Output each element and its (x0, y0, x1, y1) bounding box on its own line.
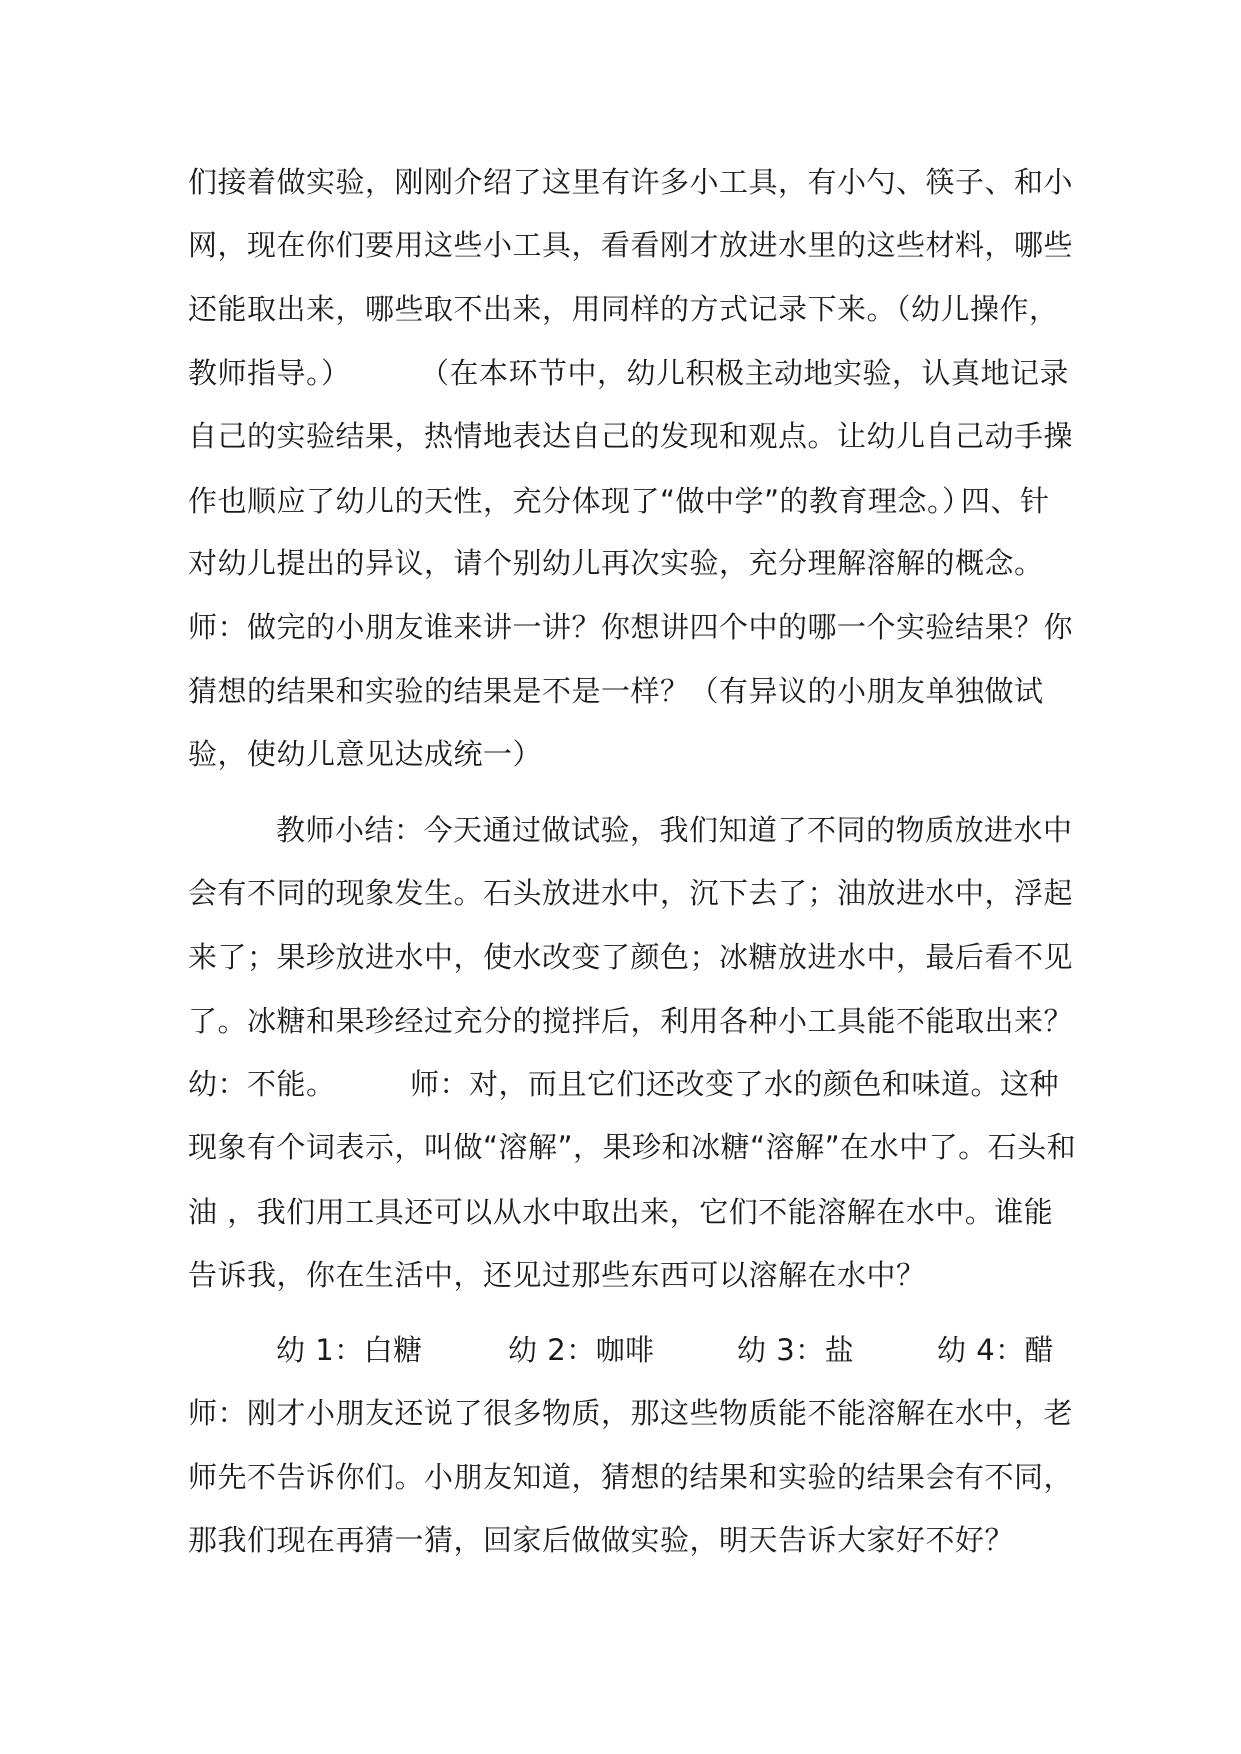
document-page: 们接着做实验，刚刚介绍了这里有许多小工具，有小勺、筷子、和小 网，现在你们要用这些小工具，看看刚才放进水里的这些材料，哪些 还能取出来，哪些取不出来，用同样的方式记录下来。（幼儿操作， 教师指导。） （在本环节中，幼儿积极主动地实验，认真地记录 自己的实验结果，热情地表达自己的发现和观点。让幼儿自己动手操 作也顺应了幼儿的天性，充分体现了“做中学”的教育理念。） 四、针 对幼儿提出的异议，请个别幼儿再次实验，充分理解溶解的概念。 师：做完的小朋友谁来讲一讲？你想讲四个中的哪一个实验结果？你 猜想的结果和实验的结果是不是一样？（有异议的小朋友单独做试 验，使幼儿意见达成统一） 教师小结：今天通过做试验，我们知道了不同的物质放进水中 会有不同的现象发生。石头放进水中，沉下去了；油放进水中，浮起 来了；果珍放进水中，使水改变了颜色；冰糖放进水中，最后看不见 了。冰糖和果珍经过充分的搅拌后，利用各种小工具能不能取出来？ 幼：不能。 师：对，而且它们还改变了水的颜色和味道。这种 现象有个词表示，叫做“溶解”，果珍和冰糖“溶解”在水中了。石头和 油 ，我们用工具还可以从水中取出来，它们不能溶解在水中。谁能 告诉我，你在生活中，还见过那些东西可以溶解在水中？ 幼 1：白糖 幼 2：咖啡 幼 3：盐 幼 4：醋 师：刚才小朋友还说了很多物质，那这些物质能不能溶解在水中，老 师先不告诉你们。小朋友知道，猜想的结果和实验的结果会有不同， 那我们现在再猜一猜，回家后做做实验，明天告诉大家好不好？ (0, 0, 1241, 1754)
